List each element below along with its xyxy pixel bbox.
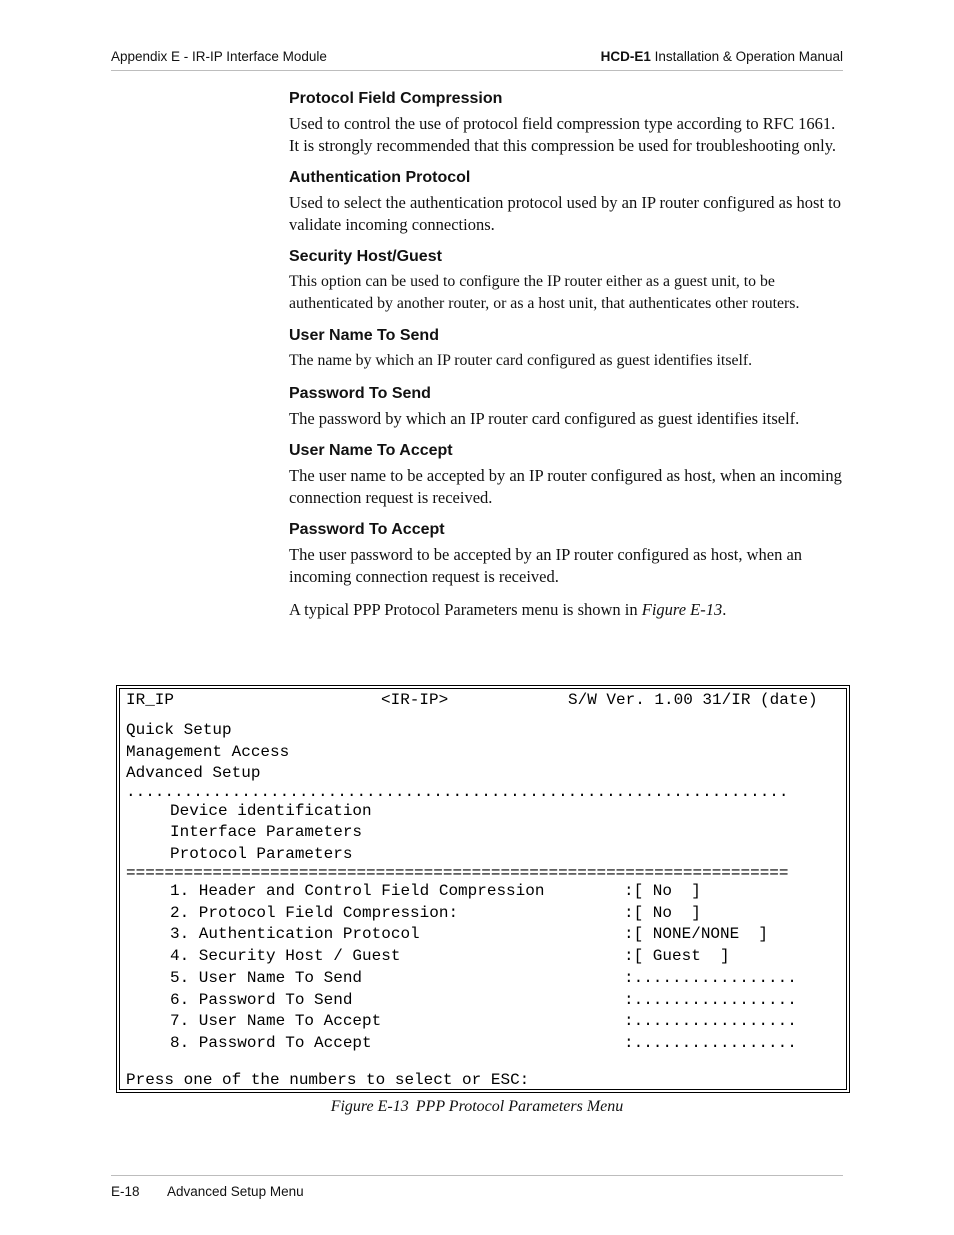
menu-item-management-access[interactable]: Management Access [126, 743, 290, 761]
option-4-label[interactable]: 4. Security Host / Guest [170, 947, 401, 965]
option-2-label[interactable]: 2. Protocol Field Compression: [170, 904, 459, 922]
submenu-interface-parameters[interactable]: Interface Parameters [170, 823, 363, 841]
terminal-frame [119, 688, 847, 1090]
option-4-value: :[ Guest ] [624, 947, 730, 965]
terminal-prompt: Press one of the numbers to select or ESC: [126, 1071, 530, 1089]
menu-item-advanced-setup[interactable]: Advanced Setup [126, 764, 261, 782]
submenu-protocol-parameters[interactable]: Protocol Parameters [170, 845, 353, 863]
section [289, 384, 849, 430]
terminal-screen [116, 685, 850, 1093]
section-body: Used to select the authentication protocol used by an IP router configured as host to validate incoming connections. [289, 193, 841, 234]
option-5-label[interactable]: 5. User Name To Send [170, 969, 363, 987]
section [289, 326, 849, 372]
figure-intro [289, 599, 849, 620]
section-title: Password To Send [289, 384, 431, 402]
figure-title: PPP Protocol Parameters Menu [415, 1098, 624, 1115]
terminal-title-center: <IR-IP> [381, 691, 449, 709]
option-8-label[interactable]: 8. Password To Accept [170, 1034, 372, 1052]
option-1-value: :[ No ] [624, 882, 701, 900]
section [289, 89, 849, 156]
intro-text: A typical PPP Protocol Parameters menu is shown in [289, 600, 642, 619]
section-body: This option can be used to configure the IP router either as a guest unit, to be authenticated by another router, or as a host unit, that authenticates other routers. [289, 273, 800, 312]
option-5-value: :................. [624, 969, 797, 987]
submenu-device-identification[interactable]: Device identification [170, 802, 372, 820]
section-body: The name by which an IP router card configured as guest identifies itself. [289, 352, 753, 369]
section-body: The user name to be accepted by an IP router configured as host, when an incoming connection request is received. [289, 466, 842, 507]
terminal-version: S/W Ver. 1.00 31/IR (date) [568, 691, 818, 709]
option-3-label[interactable]: 3. Authentication Protocol [170, 925, 420, 943]
page-number: E-18 [111, 1184, 140, 1199]
header-manual-rest: Installation & Operation Manual [650, 49, 843, 64]
intro-end: . [722, 600, 727, 619]
option-7-value: :................. [624, 1012, 797, 1030]
double-separator: ===================================================================== [126, 864, 789, 882]
section-title: Protocol Field Compression [289, 90, 503, 107]
section-body: The user password to be accepted by an IP router configured as host, when an incoming connection request is received. [289, 545, 803, 586]
option-1-label[interactable]: 1. Header and Control Field Compression [170, 882, 545, 900]
section-body: Used to control the use of protocol field compression type according to RFC 1661. It is strongly recommended that this compression be used for troubleshooting only. [289, 114, 837, 155]
figure-caption [0, 1098, 954, 1116]
option-6-value: :................. [624, 991, 797, 1009]
section-title: User Name To Send [289, 327, 439, 344]
menu-item-quick-setup[interactable]: Quick Setup [126, 721, 232, 739]
option-3-value: :[ NONE/NONE ] [624, 925, 769, 943]
section-title: Password To Accept [289, 521, 445, 538]
section-title: Security Host/Guest [289, 248, 442, 265]
header-chapter: Appendix E - IR-IP Interface Module [111, 49, 327, 64]
figure-label: Figure E-13 [330, 1098, 409, 1115]
section [289, 520, 849, 587]
section [289, 168, 849, 235]
option-2-value: :[ No ] [624, 904, 701, 922]
footer-section: Advanced Setup Menu [167, 1184, 304, 1199]
figure-reference: Figure E-13 [641, 600, 723, 619]
section [289, 441, 849, 508]
header-manual-title [601, 49, 843, 64]
page-footer [111, 1175, 843, 1199]
dotted-separator: ..................................................................... [126, 783, 789, 801]
option-6-label[interactable]: 6. Password To Send [170, 991, 353, 1009]
section [289, 247, 849, 314]
main-content [289, 89, 849, 620]
section-title: Authentication Protocol [289, 169, 471, 186]
page-header [111, 48, 843, 71]
header-product: HCD-E1 [600, 49, 651, 64]
section-title: User Name To Accept [289, 442, 453, 459]
option-8-value: :................. [624, 1034, 797, 1052]
section-body: The password by which an IP router card configured as guest identifies itself. [289, 408, 800, 428]
option-7-label[interactable]: 7. User Name To Accept [170, 1012, 382, 1030]
terminal-title-left: IR_IP [126, 691, 175, 709]
